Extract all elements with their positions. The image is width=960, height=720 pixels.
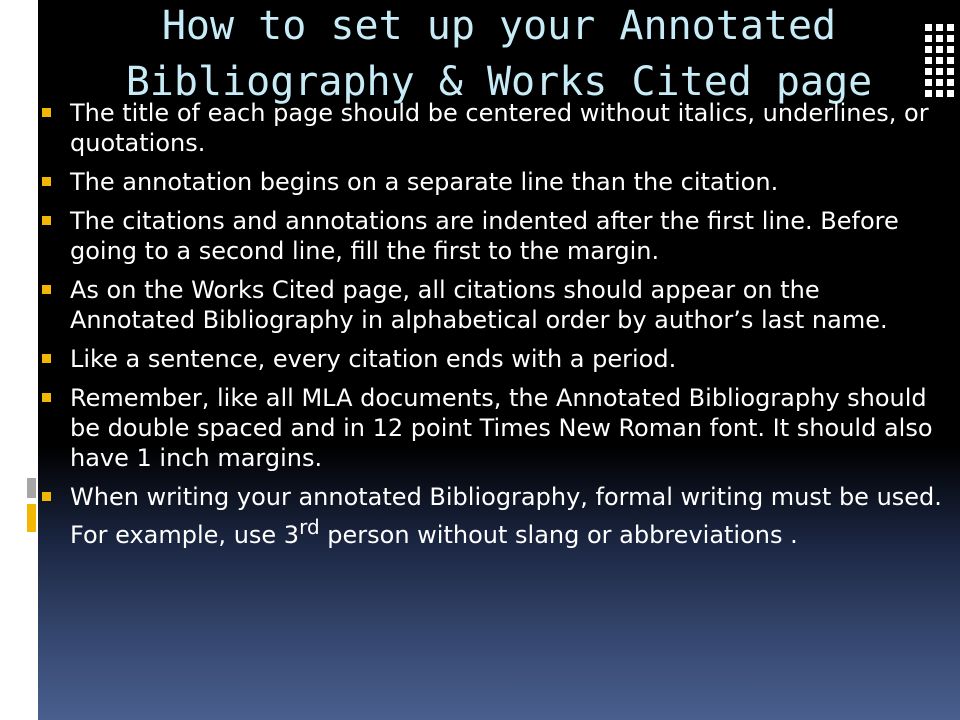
square-bullet-icon bbox=[42, 393, 51, 402]
bullet-text-before: When writing your annotated Bibliography, formal writing must be used. For example, use 3 bbox=[70, 483, 942, 549]
bullet-text: The citations and annotations are indented after the first line. Before going to a second line, fill the first to the margin. bbox=[70, 207, 899, 265]
square-bullet-icon bbox=[42, 108, 51, 117]
yellow-accent-bar bbox=[27, 504, 36, 532]
square-bullet-icon bbox=[42, 354, 51, 363]
square-bullet-icon bbox=[42, 492, 51, 501]
ordinal-superscript: rd bbox=[299, 515, 320, 539]
bullet-item bbox=[38, 98, 943, 158]
gray-accent-bar bbox=[27, 478, 36, 498]
slide-title-line-1: How to set up your Annotated bbox=[161, 3, 837, 49]
bullet-text: Like a sentence, every citation ends with a period. bbox=[70, 345, 677, 373]
bullet-text: The annotation begins on a separate line than the citation. bbox=[70, 168, 779, 196]
slide-title-line-2: Bibliography & Works Cited page bbox=[125, 59, 873, 105]
bullet-text: Remember, like all MLA documents, the Annotated Bibliography should be double spaced and in 12 point Times New Roman font. It should also have 1 inch margins. bbox=[70, 384, 933, 472]
bullet-item bbox=[38, 275, 943, 335]
bullet-item bbox=[38, 482, 943, 550]
bullet-text: The title of each page should be centered without italics, underlines, or quotations. bbox=[70, 99, 929, 157]
square-bullet-icon bbox=[42, 216, 51, 225]
bullet-item bbox=[38, 383, 943, 473]
bullet-item bbox=[38, 344, 943, 374]
square-bullet-icon bbox=[42, 285, 51, 294]
slide-title bbox=[38, 0, 960, 110]
square-bullet-icon bbox=[42, 177, 51, 186]
bullet-text-after: person without slang or abbreviations . bbox=[319, 521, 798, 549]
bullet-item bbox=[38, 167, 943, 197]
bullet-list bbox=[38, 98, 943, 559]
left-decorative-strip bbox=[0, 0, 38, 720]
bullet-item bbox=[38, 206, 943, 266]
bullet-text: As on the Works Cited page, all citations should appear on the Annotated Bibliography in alphabetical order by author’s last name. bbox=[70, 276, 888, 334]
